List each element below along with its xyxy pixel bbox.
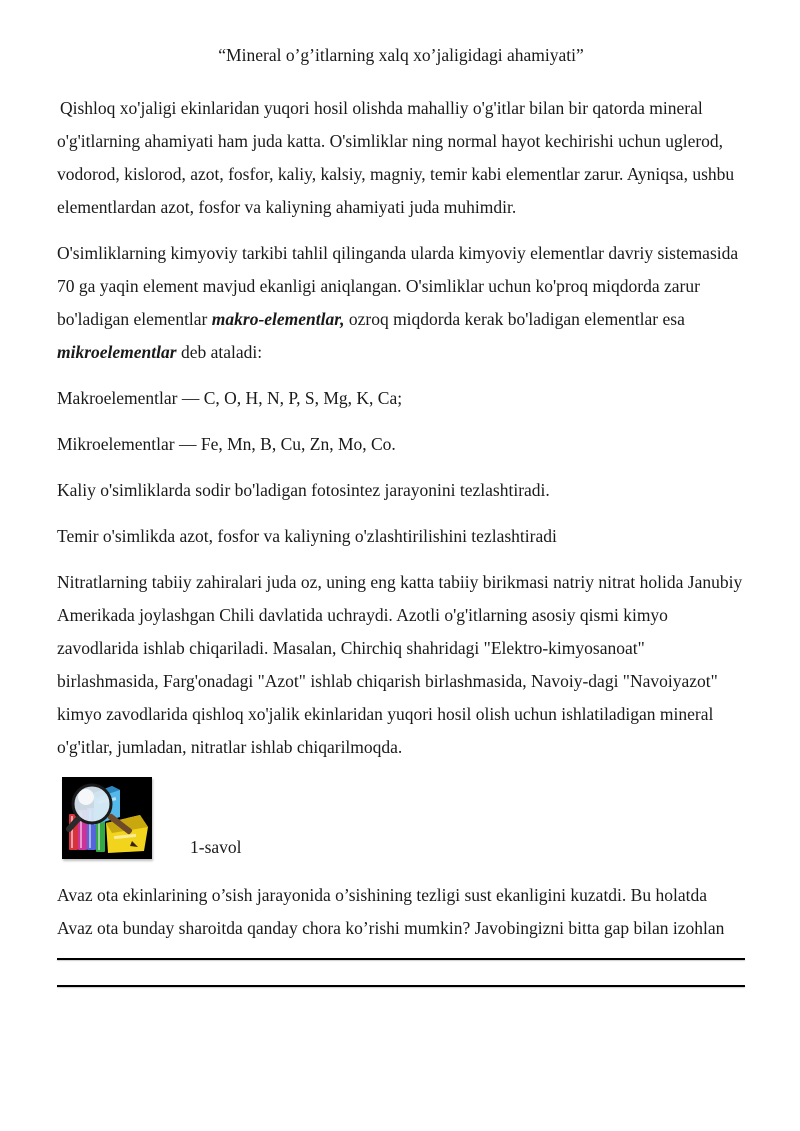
paragraph-elements (57, 237, 745, 369)
paragraph-nitrates: Nitratlarning tabiiy zahiralari juda oz, uning eng katta tabiiy birikmasi natriy nitrat holida Janubiy Amerikada joylashgan Chili davlatida uchraydi. Azotli o'g'itlarning asosiy qismi kimyo zavodlarida ishlab chiqariladi. Masalan, Chirchiq shahridagi "Elektro-kimyosanoat" birlashmasida, Farg'onadagi "Azot" ishlab chiqarish birlashmasida, Navoiy-dagi "Navoiyazot" kimyo zavodlarida qishloq xo'jalik ekinlaridan yuqori hosil olish uchun ishlatiladigan mineral o'g'itlar, jumladan, nitratlar ishlab chiqarilmoqda. (57, 572, 743, 757)
micro-elements-term: mikroelementlar (57, 342, 177, 362)
document-title (57, 44, 745, 66)
macro-elements-term: makro-elementlar, (211, 309, 345, 329)
microelements-line: Mikroelementlar — Fe, Mn, B, Cu, Zn, Mo, Co. (57, 434, 396, 454)
answer-line-1 (57, 958, 745, 960)
document-title-text: “Mineral o’g’itlarning xalq xo’jaligidagi ahamiyati” (218, 45, 584, 65)
paragraph-elements-text-3: deb ataladi: (176, 342, 263, 362)
question-label: 1-savol (190, 837, 242, 857)
paragraph-intro: Qishloq xo'jaligi ekinlaridan yuqori hosil olishda mahalliy o'g'itlar bilan bir qatorda mineral o'g'itlarning ahamiyati ham juda katta. O'simliklar ning normal hayot kechirishi uchun uglerod, vodorod, kislorod, azot, fosfor, kaliy, kalsiy, magniy, temir kabi elementlar zarur. Ayniqsa, ushbu elementlardan azot, fosfor va kaliyning ahamiyati juda muhimdir. (57, 98, 735, 217)
paragraph-elements-text-1: O'simliklarning kimyoviy tarkibi tahlil qilinganda ularda kimyoviy elementlar davriy sistemasida 70 ga yaqin element mavjud ekanligi aniqlangan. O'simliklar uchun ko'proq miqdorda zarur bo'ladigan elementlar (57, 243, 739, 329)
temir-line: Temir o'simlikda azot, fosfor va kaliyning o'zlashtirilishini tezlashtiradi (57, 526, 557, 546)
macroelements-line: Makroelementlar — C, O, H, N, P, S, Mg, K, Ca; (57, 388, 403, 408)
question-image-row (62, 777, 745, 859)
answer-line-2 (57, 985, 745, 987)
kaliy-line: Kaliy o'simliklarda sodir bo'ladigan fotosintez jarayonini tezlashtiradi. (57, 480, 550, 500)
paragraph-question: Avaz ota ekinlarining o’sish jarayonida o’sishining tezligi sust ekanligini kuzatdi. Bu holatda Avaz ota bunday sharoitda qanday chora ko’rishi mumkin? Javobingizni bitta gap bilan izohlan (57, 885, 725, 938)
books-folders-magnifier-image (62, 777, 152, 859)
paragraph-elements-text-2: ozroq miqdorda kerak bo'ladigan elementlar esa (344, 309, 685, 329)
